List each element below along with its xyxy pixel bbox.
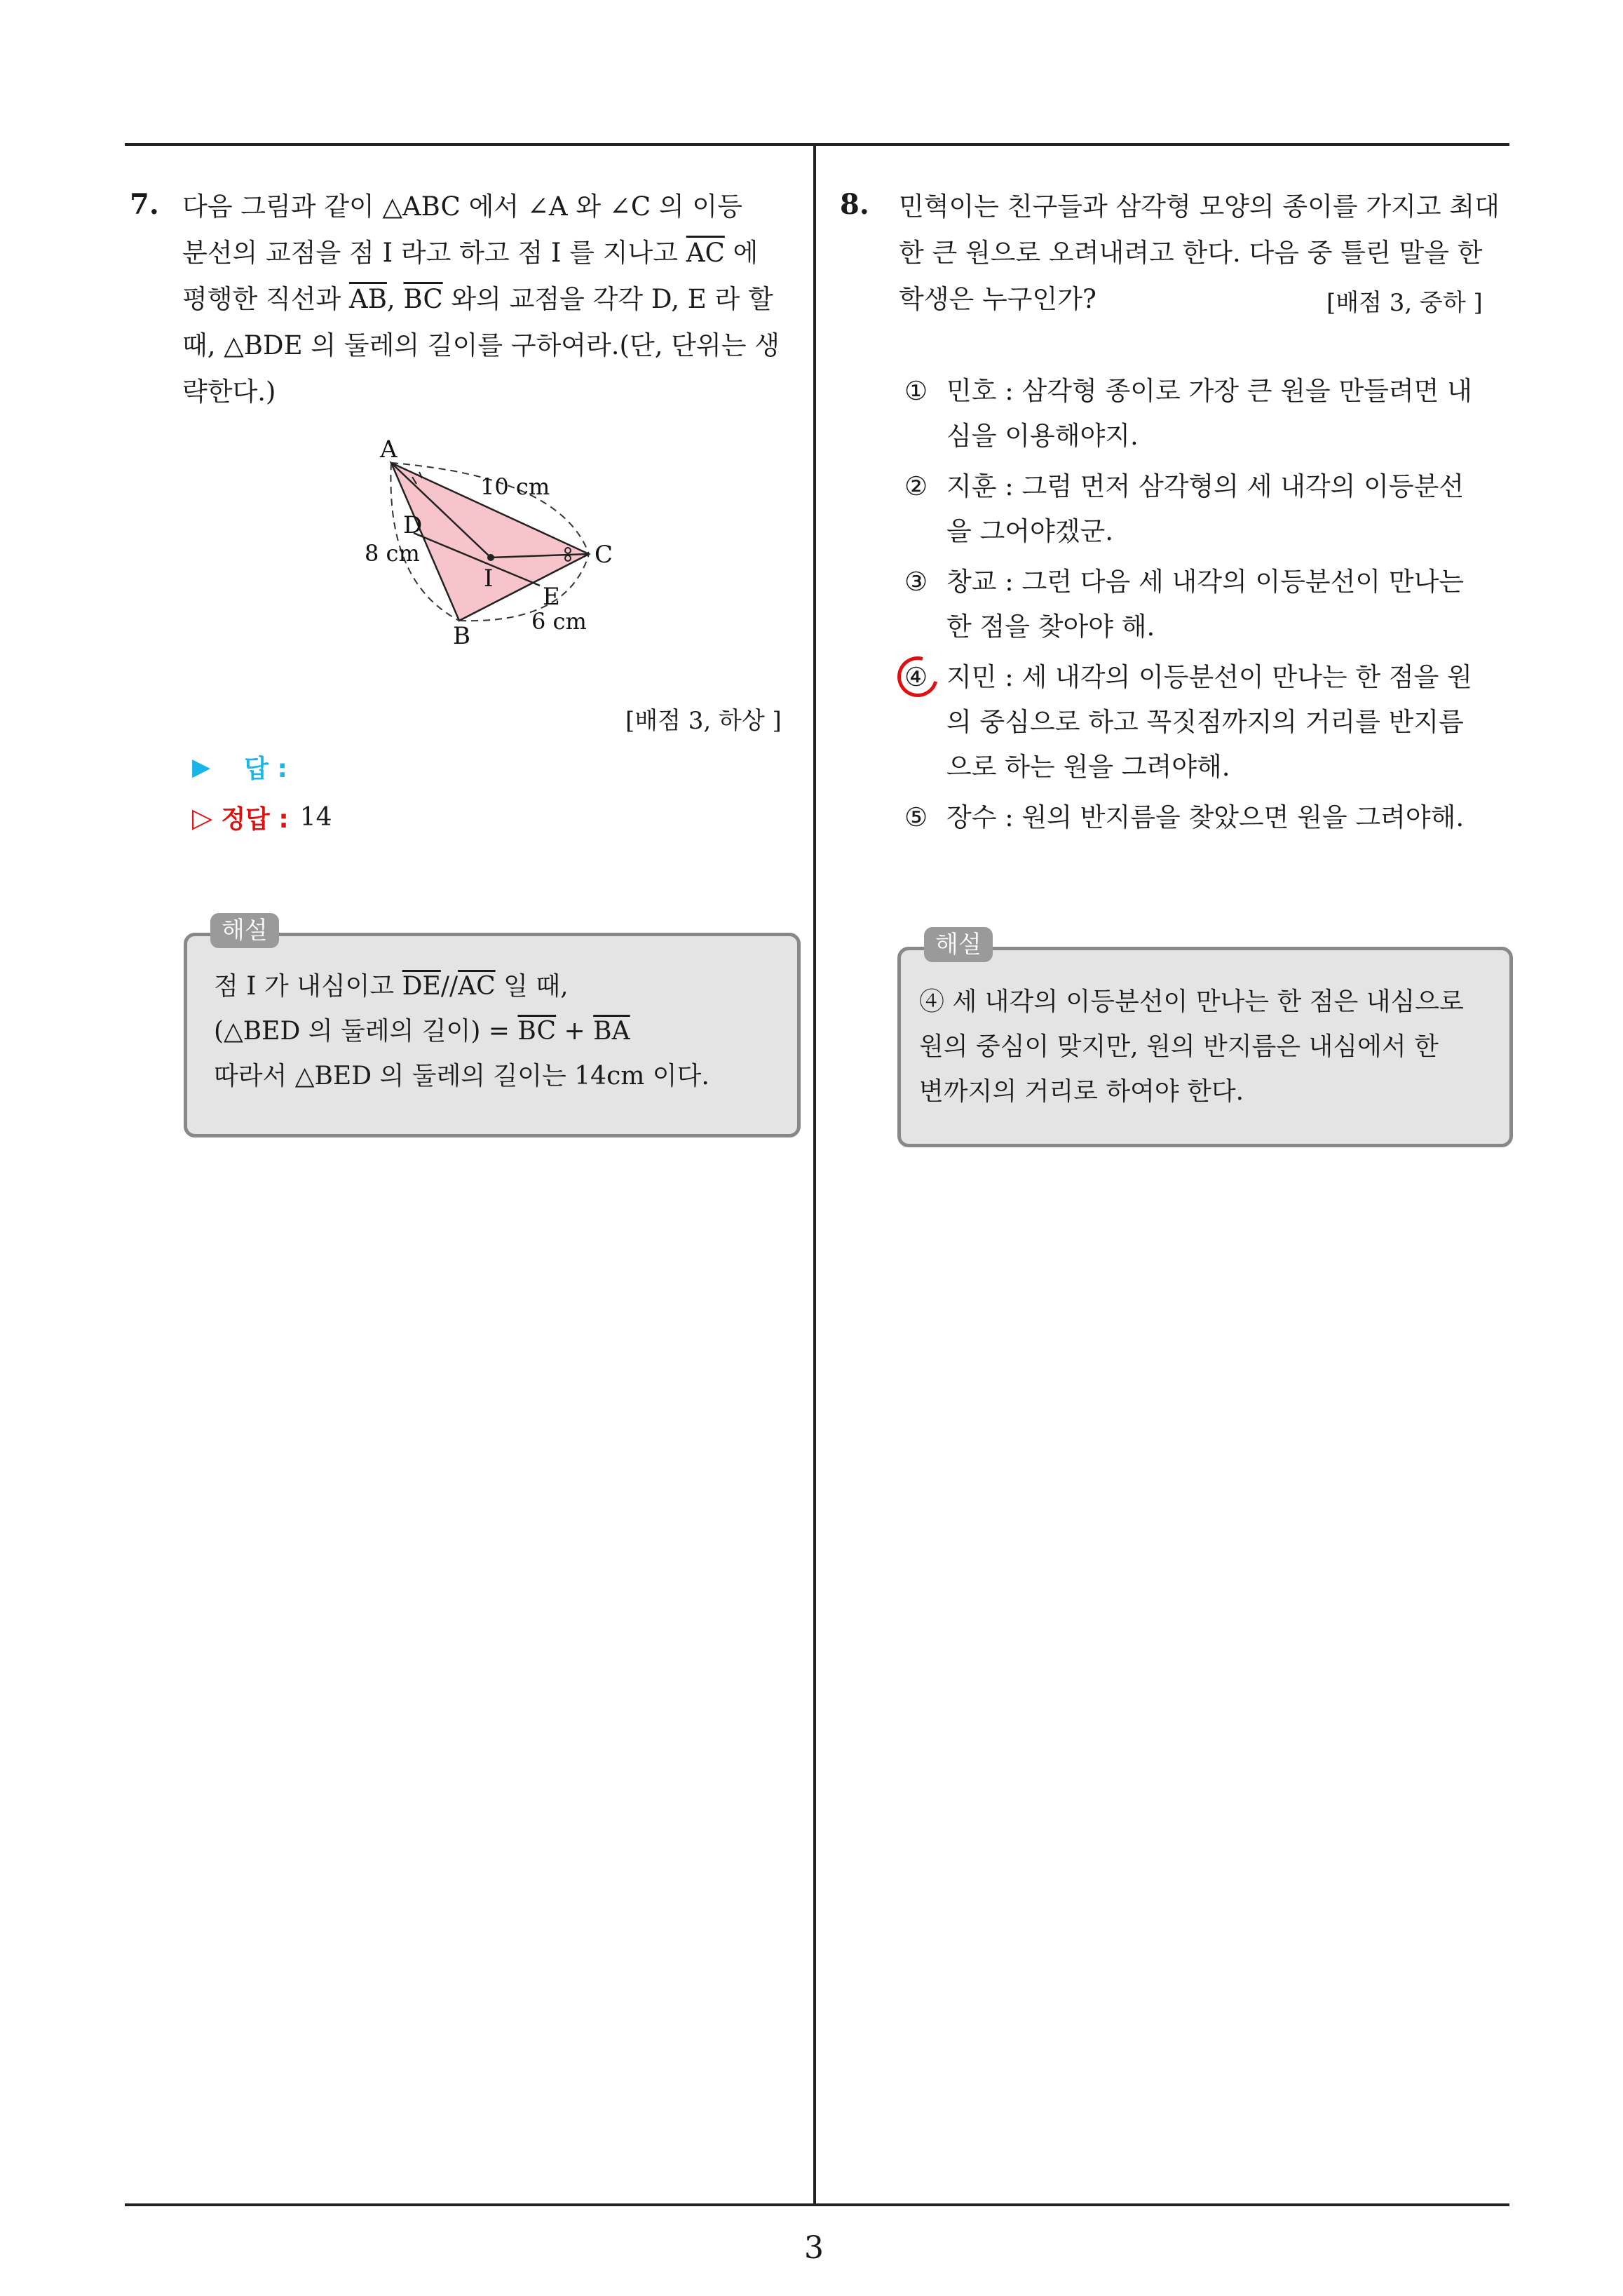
segment-ac: $\overline{AC}$ [686,238,725,268]
column-divider [813,143,816,2206]
explanation-line: 변까지의 거리로 하여야 한다. [919,1077,1244,1106]
label-c: C [595,541,613,569]
choice-1[interactable] [904,369,1507,459]
question-line: 다음 그림과 같이 △ABC 에서 ∠A 와 ∠C 의 이등 [182,191,742,222]
explanation-tag: 해설 [210,913,279,948]
label-d: D [403,511,423,539]
length-bc: 6 cm [531,608,587,635]
question-number: 8. [840,188,869,221]
explanation-line: 따라서 △BED 의 둘레의 길이는 14cm 이다. [214,1062,709,1090]
top-rule [125,143,1509,146]
question-line: 때, △BDE 의 둘레의 길이를 구하여라.(단, 단위는 생 [182,330,780,360]
explanation-text [214,964,775,1099]
choice-line: 장수 : 원의 반지름을 찾았으면 원을 그려야해. [946,802,1465,832]
incenter-dot [487,554,494,561]
explanation-tag: 해설 [924,927,993,962]
choice-line: 심을 이용해야지. [946,421,1139,451]
choice-line: 민호 : 삼각형 종이로 가장 큰 원을 만들려면 내 [946,376,1472,406]
explanation-box [184,933,801,1137]
choice-number: ① [904,376,928,406]
choice-line: 의 중심으로 하고 꼭짓점까지의 거리를 반지름 [946,707,1464,737]
label-e: E [543,583,560,611]
page-number: 3 [804,2230,824,2266]
question-line: 평행한 직선과 $\overline{AB}$, $\overline{BC}$ 와의 교점을 각각 D, E 라 할 [182,284,773,314]
answer-label: 답 : [244,755,287,783]
choice-line: 으로 하는 원을 그려야해. [946,752,1230,782]
answer-row [192,749,287,785]
question-line: 략한다.) [182,377,276,407]
choice-number: ④ [904,662,928,692]
segment-bc: $\overline{BC}$ [403,284,443,314]
bottom-rule [125,2203,1509,2206]
correct-answer-label: 정답 : [221,805,289,834]
correct-answer-row [192,799,332,835]
length-ac: 10 cm [480,473,550,500]
explanation-line: 점 I 가 내심이고 $\overline{DE}//\overline{AC}$ 일 때, [214,972,569,1001]
explanation-line: ④ 세 내각의 이등분선이 만나는 한 점은 내심으로 [919,987,1464,1016]
choice-2[interactable] [904,464,1507,554]
correct-answer-value: 14 [299,803,332,832]
choice-line: 한 점을 찾아야 해. [946,612,1155,642]
label-a: A [380,435,398,464]
score-label: [배점 3, 중하 ] [1326,289,1483,317]
label-b: B [453,622,470,650]
question-number: 7. [130,188,159,221]
label-i: I [484,565,494,593]
choice-line: 지훈 : 그럼 먼저 삼각형의 세 내각의 이등분선 [946,471,1465,501]
choice-number: ② [904,471,928,501]
choice-line: 을 그어야겠군. [946,516,1113,546]
explanation-text [919,980,1501,1114]
question-line: 한 큰 원으로 오려내려고 한다. 다음 중 틀린 말을 한 [899,238,1483,268]
question-line: 학생은 누구인가? [899,284,1096,314]
explanation-line: (△BED 의 둘레의 길이) = $\overline{BC} + \overline{BA}$ [214,1017,630,1046]
segment-ab: $\overline{AB}$ [348,284,387,314]
score-label: [배점 3, 하상 ] [625,707,782,735]
choice-line: 지민 : 세 내각의 이등분선이 만나는 한 점을 원 [946,662,1472,692]
explanation-line: 원의 중심이 맞지만, 원의 반지름은 내심에서 한 [919,1032,1439,1061]
play-icon: ▶ [192,752,211,781]
length-ab: 8 cm [365,540,420,567]
question-text [182,184,799,415]
triangle-figure [365,428,645,659]
outline-play-icon: ▷ [192,802,213,833]
explanation-box [897,947,1513,1147]
choice-5[interactable] [904,795,1507,840]
question-line: 분선의 교점을 점 I 라고 하고 점 I 를 지나고 $\overline{AC}$ 에 [182,238,759,268]
choice-number: ⑤ [904,802,928,832]
choice-4[interactable] [904,655,1507,790]
question-line: 민혁이는 친구들과 삼각형 모양의 종이를 가지고 최대 [899,191,1500,222]
choice-line: 창교 : 그런 다음 세 내각의 이등분선이 만나는 [946,567,1465,597]
choice-3[interactable] [904,560,1507,649]
choice-number: ③ [904,567,928,597]
